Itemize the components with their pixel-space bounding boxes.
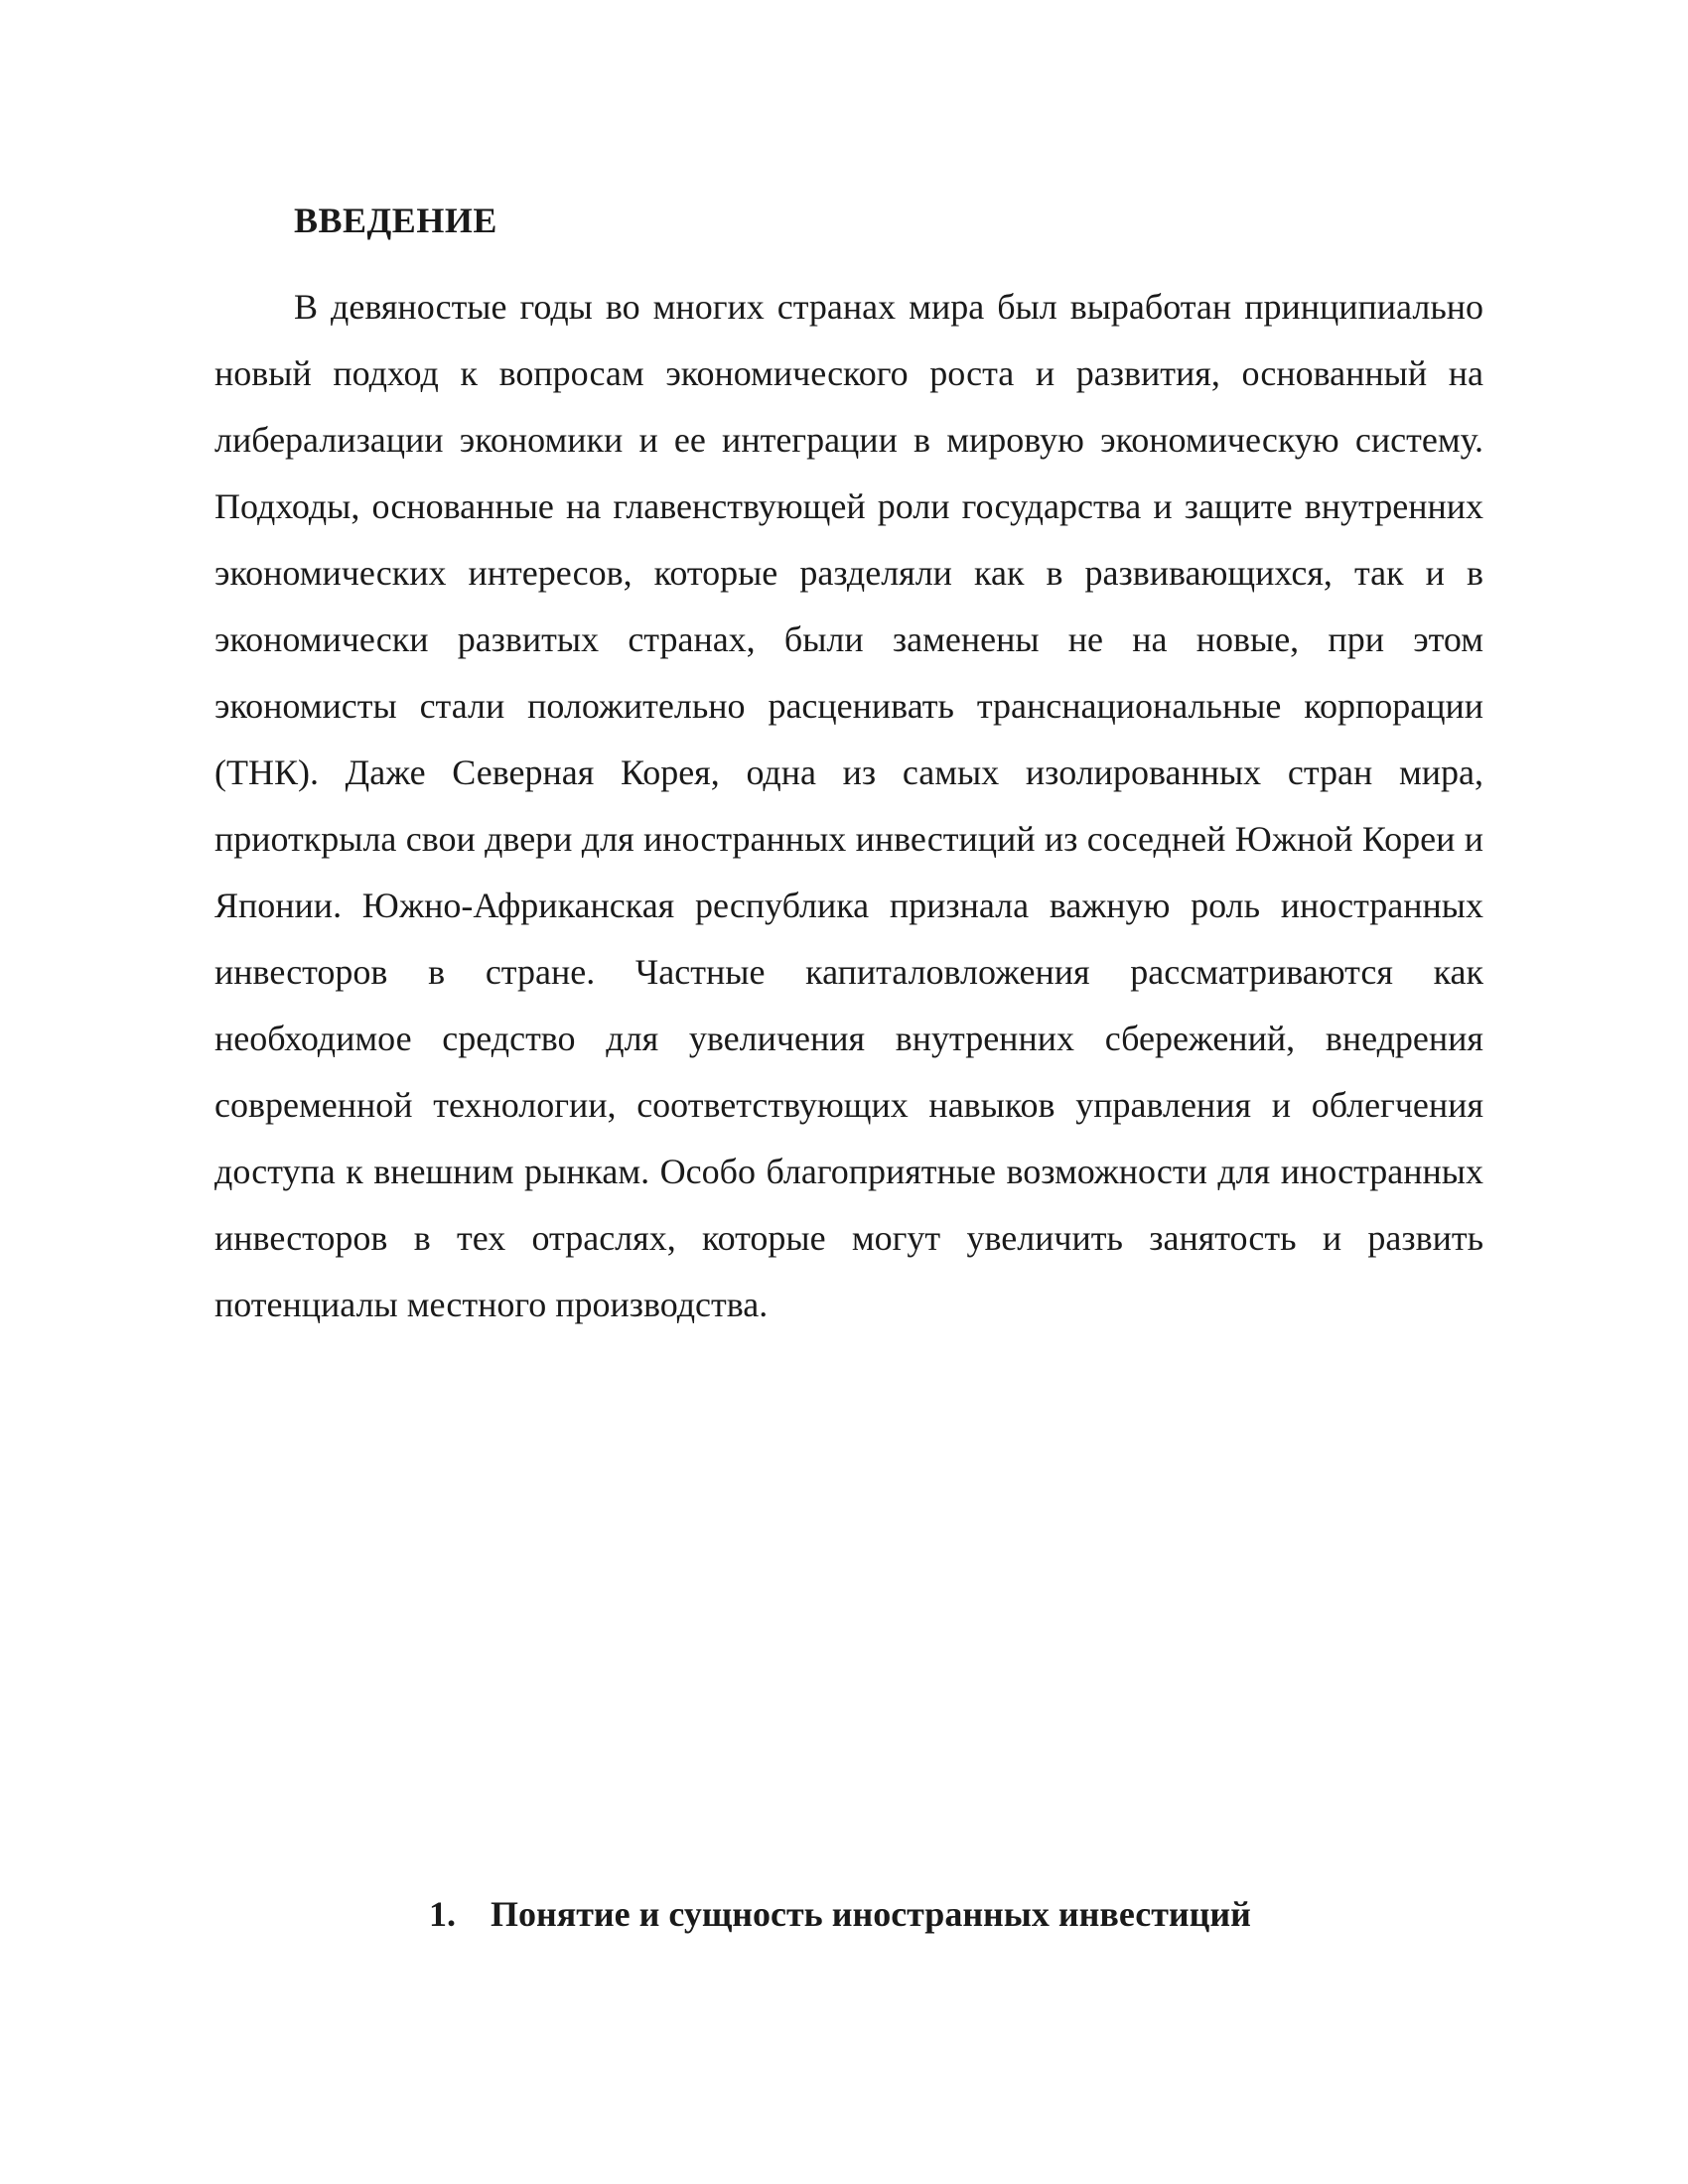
- section-heading: [429, 1890, 1251, 1938]
- section-number: 1.: [429, 1894, 456, 1934]
- intro-heading: ВВЕДЕНИЕ: [294, 201, 497, 240]
- intro-paragraph: В девяностые годы во многих странах мира был выработан принципиально новый подход к вопросам экономического роста и развития, основанный на либерализации экономики и ее интеграции в мировую экономическую систему. Подходы, основанные на главенствующей роли государства и защите внутренних экономических интересов, которые разделяли как в развивающихся, так и в экономически развитых странах, были заменены не на новые, при этом экономисты стали положительно расценивать транснациональные корпорации (ТНК). Даже Северная Корея, одна из самых изолированных стран мира, приоткрыла свои двери для иностранных инвестиций из соседней Южной Кореи и Японии. Южно-Африканская республика признала важную роль иностранных инвесторов в стране. Частные капиталовложения рассматриваются как необходимое средство для увеличения внутренних сбережений, внедрения современной технологии, соответствующих навыков управления и облегчения доступа к внешним рынкам. Особо благоприятные возможности для иностранных инвесторов в тех отраслях, которые могут увеличить занятость и развить потенциалы местного производства.: [214, 287, 1483, 1324]
- section-title: Понятие и сущность иностранных инвестиций: [491, 1894, 1251, 1934]
